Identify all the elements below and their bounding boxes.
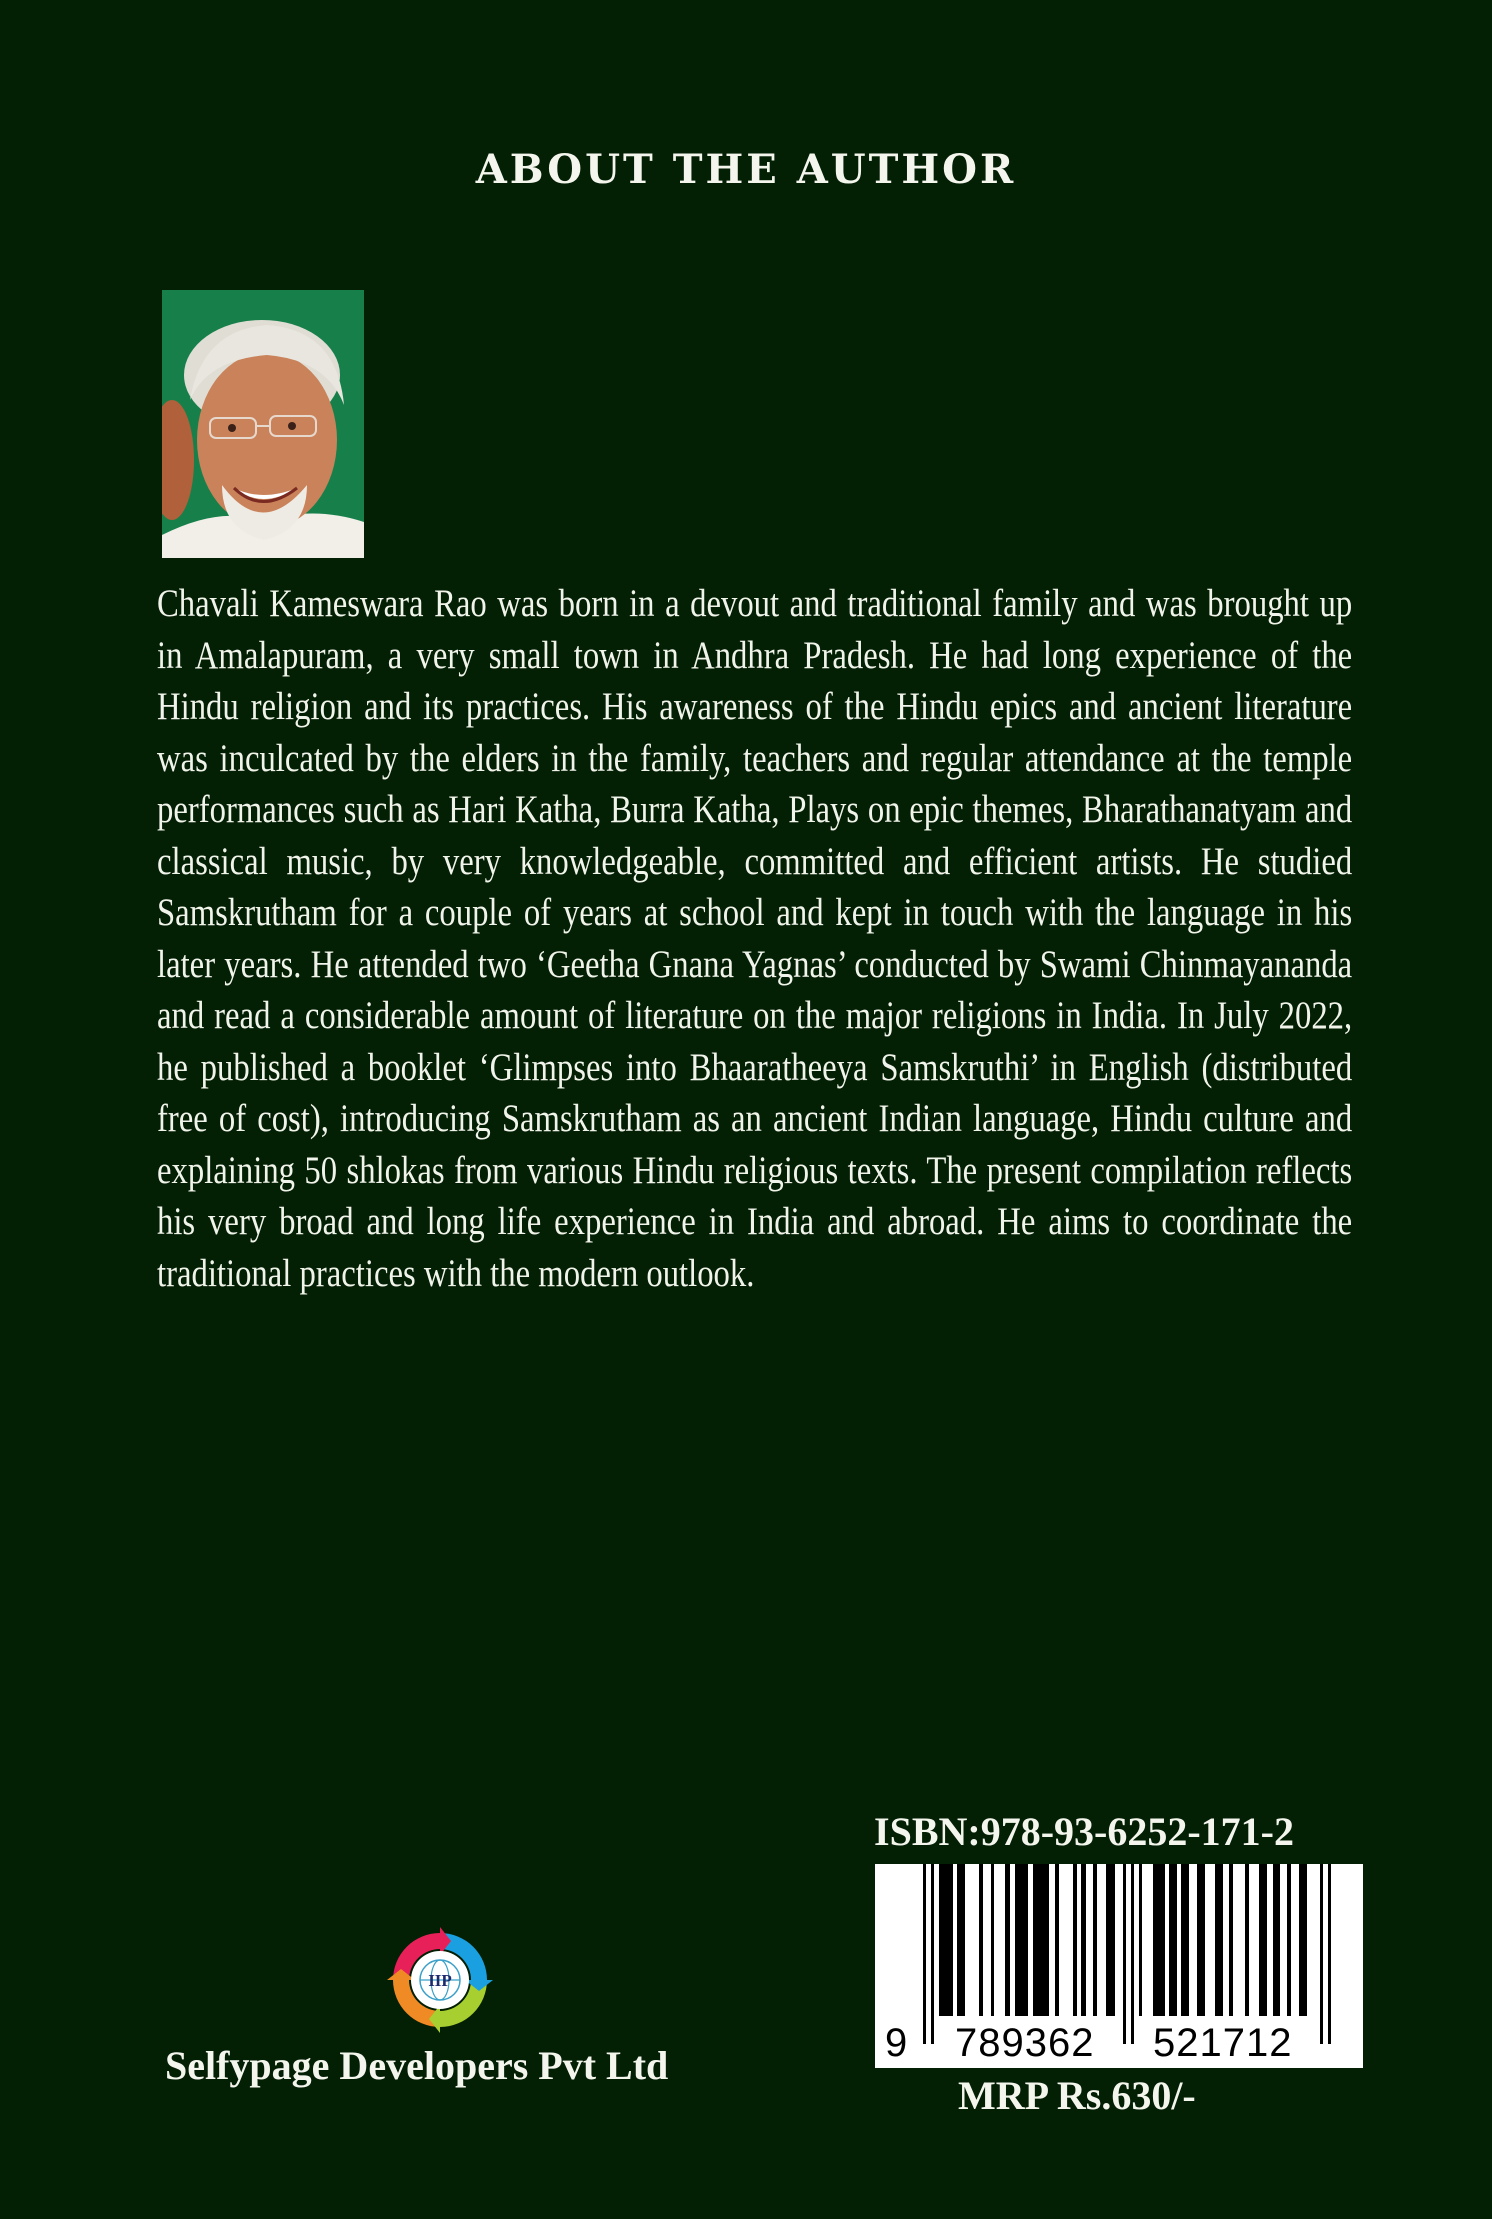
isbn-barcode [875,1864,1363,2068]
publisher-name: Selfypage Developers Pvt Ltd [165,2043,669,2088]
barcode-right-digits: 521712 [1153,2021,1293,2065]
price-label: MRP Rs.630/- [958,2073,1196,2118]
barcode-left-digits: 789362 [955,2021,1095,2065]
barcode-icon [875,1864,1363,2068]
author-photo [162,290,364,558]
page-title: ABOUT THE AUTHOR [475,146,1017,193]
author-portrait-image [162,290,364,558]
barcode-first-digit: 9 [885,2021,908,2065]
publisher-logo [385,1925,495,2035]
author-bio: Chavali Kameswara Rao was born in a devout and traditional family and was brought up in Amalapuram, a very small town in Andhra Pradesh. He had long experience of the Hindu religion and its practices. His awareness of the Hindu epics and ancient literature was inculcated by the elders in the family, teachers and regular attendance at the temple performances such as Hari Katha, Burra Katha, Plays on epic themes, Bharathanatyam and classical music, by very knowledgeable, committed and efficient artists. He studied Samskrutham for a couple of years at school and kept in touch with the language in his later years. He attended two ‘Geetha Gnana Yagnas’ conducted by Swami Chinmayananda and read a considerable amount of literature on the major religions in India. In July 2022, he published a booklet ‘Glimpses into Bhaaratheeya Samskruthi’ in English (distributed free of cost), introducing Samskrutham as an ancient Indian language, Hindu culture and explaining 50 shlokas from various Hindu religious texts. The present compilation reflects his very broad and long life experience in India and abroad. He aims to coordinate the traditional practices with the modern outlook. [157,581,1353,1295]
logo-text: IIP [428,1971,452,1990]
iip-logo-icon [385,1925,495,2035]
isbn-label: ISBN:978-93-6252-171-2 [874,1809,1294,1854]
